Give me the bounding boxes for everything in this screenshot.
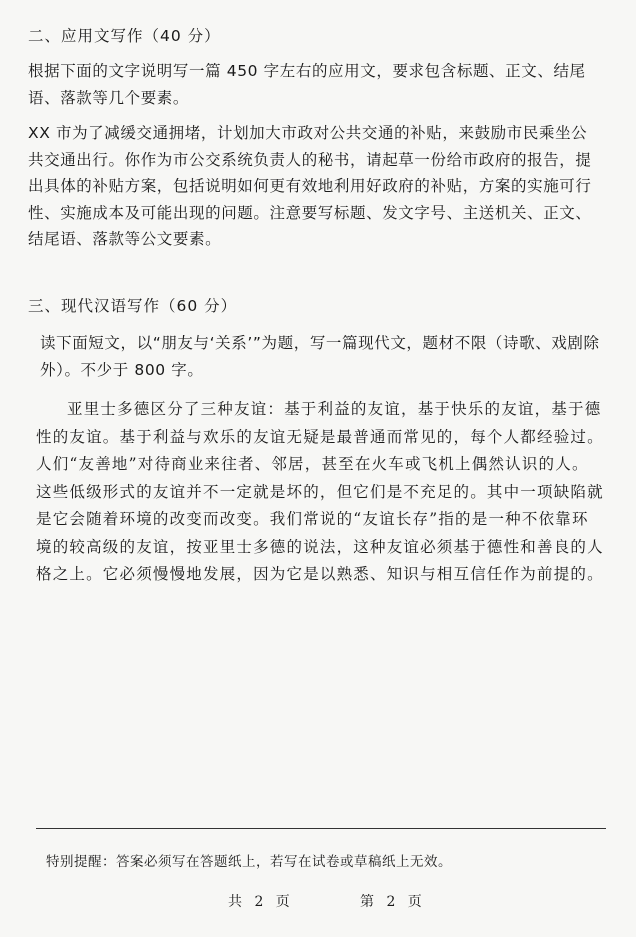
- special-notice: 特别提醒：答案必须写在答题纸上，若写在试卷或草稿纸上无效。: [46, 854, 452, 870]
- section2-prompt: XX 市为了减缓交通拥堵，计划加大市政对公共交通的补贴，来鼓励市民乘坐公共交通出行。你作为市公交系统负责人的秘书，请起草一份给市政府的报告，提出具体的补贴方案，包括说明如何更有效地利用好政府的补贴，方案的实施可行性、实施成本及可能出现的问题。注意要写标题、发文字号、主送机关、正文、结尾语、落款等公文要素。: [28, 124, 592, 248]
- section2-prompt-block: [28, 120, 602, 253]
- section2-instruction: 根据下面的文字说明写一篇 450 字左右的应用文，要求包含标题、正文、结尾语、落款等几个要素。: [28, 62, 586, 107]
- section2-instruction-block: [28, 58, 602, 111]
- current-page: 第 2 页: [360, 894, 426, 910]
- section3-title: 三、现代汉语写作（60 分）: [28, 297, 238, 315]
- section3-instruction-block: [40, 330, 606, 383]
- passage-text: 亚里士多德区分了三种友谊：基于利益的友谊，基于快乐的友谊，基于德性的友谊。基于利益与欢乐的友谊无疑是最普通而常见的，每个人都经验过。人们“友善地”对待商业来往者、邻居，甚至在火车或飞机上偶然认识的人。这些低级形式的友谊并不一定就是坏的，但它们是不充足的。其中一项缺陷就是它会随着环境的改变而改变。我们常说的“友谊长存”指的是一种不依靠环境的较高级的友谊，按亚里士多德的说法，这种友谊必须基于德性和善良的人格之上。它必须慢慢地发展，因为它是以熟悉、知识与相互信任作为前提的。: [36, 400, 604, 583]
- section3-instruction: 读下面短文，以“朋友与‘关系’”为题，写一篇现代文，题材不限（诗歌、戏剧除外）。不少于 800 字。: [40, 334, 600, 379]
- passage-block: [36, 396, 604, 589]
- total-pages: 共 2 页: [228, 894, 294, 910]
- section2-title: 二、应用文写作（40 分）: [28, 27, 221, 45]
- divider-line: [36, 828, 606, 829]
